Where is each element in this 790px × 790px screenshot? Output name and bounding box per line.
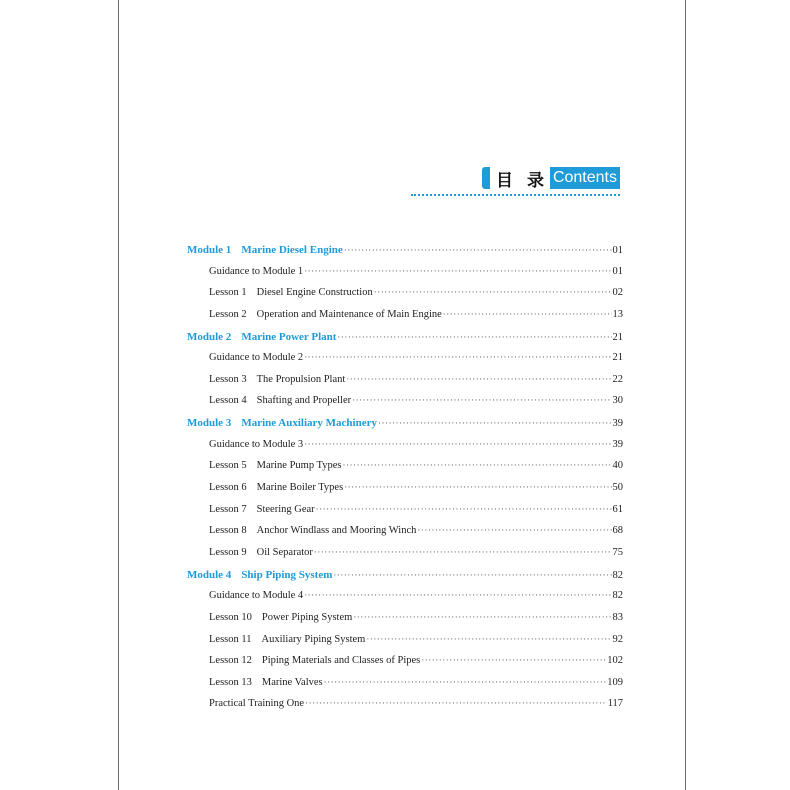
toc-entry-title — [209, 547, 313, 558]
toc-entry-text: Guidance to Module 1 — [209, 265, 304, 277]
toc-entry-number: Lesson 2 — [209, 308, 247, 320]
toc-entry-number: Module 4 — [187, 568, 232, 581]
toc-entry-title — [187, 569, 332, 581]
toc-entry-text: Marine Boiler Types — [256, 482, 344, 494]
toc-leader-dots — [344, 482, 611, 492]
toc-lesson-entry — [187, 309, 623, 331]
toc-lesson-entry — [187, 266, 623, 288]
toc-page-number: 50 — [612, 482, 623, 494]
toc-entry-text: Piping Materials and Classes of Pipes — [261, 655, 421, 667]
toc-leader-dots — [304, 590, 611, 600]
toc-page-number: 40 — [612, 460, 623, 472]
toc-entry-title — [209, 374, 345, 385]
toc-entry-text: Marine Pump Types — [256, 460, 342, 472]
toc-leader-dots — [346, 374, 611, 384]
toc-page-number: 68 — [612, 525, 623, 537]
toc-entry-title — [187, 244, 343, 256]
toc-leader-dots — [324, 677, 607, 687]
toc-page-number: 39 — [612, 438, 623, 450]
toc-leader-dots — [443, 309, 612, 319]
toc-module-entry — [187, 331, 623, 353]
toc-page-number: 82 — [612, 569, 623, 581]
toc-leader-dots — [305, 698, 607, 708]
toc-page-number: 30 — [612, 395, 623, 407]
toc-entry-title — [187, 417, 377, 429]
toc-leader-dots — [342, 460, 611, 470]
toc-leader-dots — [374, 287, 612, 297]
toc-lesson-entry — [187, 590, 623, 612]
toc-entry-text: Marine Valves — [261, 676, 323, 688]
toc-entry-number: Lesson 9 — [209, 546, 247, 558]
toc-leader-dots — [304, 439, 611, 449]
toc-entry-number: Lesson 10 — [209, 611, 252, 623]
toc-page-number: 21 — [612, 331, 623, 343]
contents-heading — [482, 166, 620, 190]
toc-entry-title — [209, 287, 373, 298]
toc-leader-dots — [304, 352, 611, 362]
toc-page-number: 83 — [612, 611, 623, 623]
toc-entry-text: Guidance to Module 3 — [209, 438, 304, 450]
toc-leader-dots — [344, 245, 612, 255]
toc-entry-number: Lesson 4 — [209, 395, 247, 407]
toc-entry-title — [209, 590, 303, 601]
toc-lesson-entry — [187, 439, 623, 461]
toc-page-number: 21 — [612, 352, 623, 364]
toc-entry-title — [209, 698, 304, 709]
toc-leader-dots — [333, 570, 611, 580]
toc-entry-number: Module 1 — [187, 244, 232, 256]
toc-entry-number: Lesson 1 — [209, 287, 247, 299]
toc-leader-dots — [352, 395, 611, 405]
toc-entry-title — [209, 655, 420, 666]
toc-lesson-entry — [187, 504, 623, 526]
toc-lesson-entry — [187, 287, 623, 309]
toc-entry-number: Lesson 11 — [209, 633, 252, 645]
heading-english: Contents — [550, 167, 620, 189]
toc-lesson-entry — [187, 547, 623, 569]
toc-entry-title — [209, 482, 343, 493]
toc-entry-title — [209, 525, 416, 536]
toc-page-number: 117 — [607, 698, 623, 710]
toc-entry-title — [209, 352, 303, 363]
toc-entry-number: Lesson 5 — [209, 460, 247, 472]
toc-page-number: 01 — [612, 245, 623, 256]
toc-leader-dots — [304, 266, 611, 276]
toc-page-number: 75 — [612, 546, 623, 558]
toc-entry-number: Lesson 13 — [209, 676, 252, 688]
toc-entry-text: The Propulsion Plant — [256, 373, 346, 385]
toc-page-number: 82 — [612, 590, 623, 602]
toc-lesson-entry — [187, 482, 623, 504]
heading-dotted-rule — [411, 194, 620, 196]
document-page — [118, 0, 686, 790]
toc-lesson-entry — [187, 460, 623, 482]
toc-entry-number: Module 2 — [187, 330, 232, 343]
heading-accent-bar — [482, 167, 490, 189]
toc-entry-title — [209, 266, 303, 277]
toc-lesson-entry — [187, 612, 623, 634]
toc-module-entry — [187, 244, 623, 266]
toc-entry-title — [209, 677, 323, 688]
toc-page-number: 13 — [612, 308, 623, 320]
toc-module-entry — [187, 569, 623, 591]
toc-entry-title — [209, 504, 315, 515]
toc-page-number: 92 — [612, 633, 623, 645]
toc-entry-text: Ship Piping System — [241, 568, 333, 581]
toc-page-number: 02 — [612, 287, 623, 299]
toc-entry-text: Practical Training One — [209, 698, 305, 710]
toc-entry-title — [209, 612, 352, 623]
toc-page-number: 22 — [612, 373, 623, 385]
toc-entry-number: Lesson 3 — [209, 373, 247, 385]
toc-lesson-entry — [187, 395, 623, 417]
toc-lesson-entry — [187, 677, 623, 699]
toc-entry-text: Steering Gear — [256, 503, 315, 515]
toc-entry-text: Oil Separator — [256, 546, 313, 558]
toc-page-number: 102 — [607, 655, 623, 667]
toc-module-entry — [187, 417, 623, 439]
toc-entry-title — [209, 395, 351, 406]
toc-entry-number: Lesson 8 — [209, 525, 247, 537]
toc-lesson-entry — [187, 655, 623, 677]
toc-entry-text: Operation and Maintenance of Main Engine — [256, 308, 442, 320]
toc-leader-dots — [417, 525, 611, 535]
toc-lesson-entry — [187, 374, 623, 396]
toc-entry-text: Power Piping System — [261, 611, 353, 623]
toc-entry-text: Anchor Windlass and Mooring Winch — [256, 525, 417, 537]
toc-entry-number: Lesson 12 — [209, 655, 252, 667]
toc-leader-dots — [421, 655, 606, 665]
toc-entry-title — [209, 634, 365, 645]
toc-lesson-entry — [187, 634, 623, 656]
toc-leader-dots — [378, 418, 612, 428]
heading-chinese: 目 录 — [496, 170, 548, 191]
toc-leader-dots — [337, 332, 611, 342]
toc-entry-title — [209, 439, 303, 450]
toc-entry-number: Lesson 7 — [209, 503, 247, 515]
toc-entry-number: Lesson 6 — [209, 482, 247, 494]
toc-entry-title — [209, 309, 442, 320]
toc-entry-text: Auxiliary Piping System — [261, 633, 366, 645]
toc-entry-text: Diesel Engine Construction — [256, 287, 373, 299]
toc-entry-text: Guidance to Module 4 — [209, 590, 304, 602]
toc-page-number: 109 — [607, 676, 623, 688]
toc-lesson-entry — [187, 525, 623, 547]
toc-entry-title — [209, 460, 341, 471]
toc-entry-text: Marine Auxiliary Machinery — [241, 417, 377, 430]
toc-entry-text: Guidance to Module 2 — [209, 352, 304, 364]
toc-page-number: 39 — [612, 418, 623, 430]
toc-entry-number: Module 3 — [187, 417, 232, 430]
toc-leader-dots — [366, 634, 611, 644]
toc-leader-dots — [353, 612, 611, 622]
toc-entry-text: Marine Diesel Engine — [241, 244, 343, 256]
toc-page-number: 61 — [612, 503, 623, 515]
toc-entry-text: Marine Power Plant — [241, 330, 337, 343]
toc-lesson-entry — [187, 698, 623, 720]
toc-page-number: 01 — [612, 265, 623, 277]
toc-leader-dots — [316, 504, 612, 514]
table-of-contents — [187, 244, 623, 720]
toc-entry-title — [187, 331, 336, 343]
toc-leader-dots — [314, 547, 612, 557]
toc-entry-text: Shafting and Propeller — [256, 395, 352, 407]
toc-lesson-entry — [187, 352, 623, 374]
